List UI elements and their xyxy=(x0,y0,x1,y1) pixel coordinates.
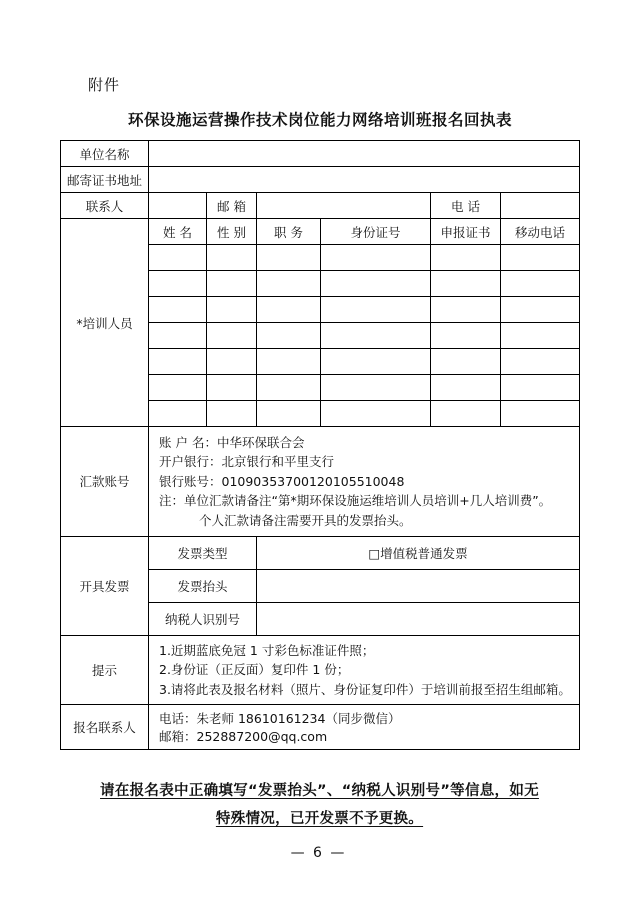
remittance-account-name: 账 户 名：中华环保联合会 xyxy=(159,435,305,450)
trainee-name-cell[interactable] xyxy=(149,375,207,401)
trainee-gender-cell[interactable] xyxy=(207,349,257,375)
remittance-account-number: 银行账号：01090353700120105510048 xyxy=(159,473,405,489)
invoice-type-value[interactable]: □增值税普通发票 xyxy=(257,536,580,569)
trainee-position-cell[interactable] xyxy=(257,323,321,349)
remittance-label: 汇款账号 xyxy=(61,427,149,537)
invoice-section-label: 开具发票 xyxy=(61,536,149,635)
trainee-position-cell[interactable] xyxy=(257,375,321,401)
trainee-name-cell[interactable] xyxy=(149,401,207,427)
table-row-contact xyxy=(61,193,580,219)
invoice-title-value[interactable] xyxy=(257,569,580,602)
trainee-gender-cell[interactable] xyxy=(207,323,257,349)
mail-address-value[interactable] xyxy=(149,167,580,193)
page-title: 环保设施运营操作技术岗位能力网络培训班报名回执表 xyxy=(127,111,512,129)
column-header-mobile: 移动电话 xyxy=(501,219,580,245)
unit-name-value[interactable] xyxy=(149,141,580,167)
column-header-certificate: 申报证书 xyxy=(431,219,501,245)
trainee-certificate-cell[interactable] xyxy=(431,349,501,375)
table-row-remittance xyxy=(61,427,580,537)
trainee-mobile-cell[interactable] xyxy=(501,297,580,323)
footer-note-line1: 请在报名表中正确填写“发票抬头”、“纳税人识别号”等信息，如无 xyxy=(100,783,539,799)
registration-form-table xyxy=(60,140,580,750)
tip-item: 3.请将此表及报名材料（照片、身份证复印件）于培训前报至招生组邮箱。 xyxy=(159,681,571,697)
signup-contact-phone: 电话：朱老师 18610161234（同步微信） xyxy=(159,711,401,726)
email-value[interactable] xyxy=(257,193,431,219)
trainee-mobile-cell[interactable] xyxy=(501,401,580,427)
trainee-position-cell[interactable] xyxy=(257,297,321,323)
footer-note-line2: 特殊情况，已开发票不予更换。 xyxy=(215,810,424,827)
trainee-certificate-cell[interactable] xyxy=(431,297,501,323)
trainee-gender-cell[interactable] xyxy=(207,297,257,323)
trainee-id-cell[interactable] xyxy=(321,323,431,349)
taxpayer-id-label: 纳税人识别号 xyxy=(149,602,257,635)
trainee-id-cell[interactable] xyxy=(321,349,431,375)
phone-label: 电 话 xyxy=(431,193,501,219)
trainee-position-cell[interactable] xyxy=(257,401,321,427)
invoice-type-label: 发票类型 xyxy=(149,536,257,569)
column-header-name: 姓 名 xyxy=(149,219,207,245)
trainee-mobile-cell[interactable] xyxy=(501,349,580,375)
email-label: 邮 箱 xyxy=(207,193,257,219)
taxpayer-id-value[interactable] xyxy=(257,602,580,635)
page-number: — 6 — xyxy=(290,845,347,861)
trainee-name-cell[interactable] xyxy=(149,271,207,297)
trainee-mobile-cell[interactable] xyxy=(501,323,580,349)
trainee-id-cell[interactable] xyxy=(321,271,431,297)
trainee-gender-cell[interactable] xyxy=(207,245,257,271)
signup-contact-label: 报名联系人 xyxy=(61,705,149,750)
trainee-section-label: *培训人员 xyxy=(61,219,149,427)
tips-label: 提示 xyxy=(61,635,149,704)
trainee-name-cell[interactable] xyxy=(149,297,207,323)
signup-contact-content xyxy=(149,705,580,750)
attachment-label: 附件 xyxy=(88,76,121,94)
table-row-trainee-header xyxy=(61,219,580,245)
trainee-certificate-cell[interactable] xyxy=(431,401,501,427)
footer-note xyxy=(60,778,579,833)
table-row-tips xyxy=(61,635,580,704)
column-header-position: 职 务 xyxy=(257,219,321,245)
table-row-unit-name xyxy=(61,141,580,167)
trainee-name-cell[interactable] xyxy=(149,349,207,375)
unit-name-label: 单位名称 xyxy=(61,141,149,167)
trainee-name-cell[interactable] xyxy=(149,245,207,271)
table-row-mail-address xyxy=(61,167,580,193)
remittance-note-line2: 个人汇款请备注需要开具的发票抬头。 xyxy=(199,512,412,528)
trainee-position-cell[interactable] xyxy=(257,245,321,271)
table-row-invoice-type xyxy=(61,536,580,569)
contact-name-value[interactable] xyxy=(149,193,207,219)
tip-item: 1.近期蓝底免冠 1 寸彩色标准证件照； xyxy=(159,642,375,658)
column-header-id-number: 身份证号 xyxy=(321,219,431,245)
phone-value[interactable] xyxy=(501,193,580,219)
signup-contact-email: 邮箱：252887200@qq.com xyxy=(159,729,328,744)
invoice-title-label: 发票抬头 xyxy=(149,569,257,602)
trainee-gender-cell[interactable] xyxy=(207,271,257,297)
trainee-id-cell[interactable] xyxy=(321,297,431,323)
trainee-id-cell[interactable] xyxy=(321,375,431,401)
remittance-bank: 开户银行：北京银行和平里支行 xyxy=(159,454,335,470)
column-header-gender: 性 别 xyxy=(207,219,257,245)
trainee-certificate-cell[interactable] xyxy=(431,271,501,297)
trainee-mobile-cell[interactable] xyxy=(501,245,580,271)
trainee-gender-cell[interactable] xyxy=(207,401,257,427)
trainee-position-cell[interactable] xyxy=(257,349,321,375)
table-row-signup-contact xyxy=(61,705,580,750)
trainee-name-cell[interactable] xyxy=(149,323,207,349)
trainee-certificate-cell[interactable] xyxy=(431,375,501,401)
remittance-details xyxy=(149,427,580,537)
trainee-certificate-cell[interactable] xyxy=(431,245,501,271)
tips-content xyxy=(149,635,580,704)
mail-address-label: 邮寄证书地址 xyxy=(61,167,149,193)
contact-label: 联系人 xyxy=(61,193,149,219)
trainee-mobile-cell[interactable] xyxy=(501,271,580,297)
tip-item: 2.身份证（正反面）复印件 1 份； xyxy=(159,662,350,678)
trainee-certificate-cell[interactable] xyxy=(431,323,501,349)
remittance-note-line1: 注：单位汇款请备注“第*期环保设施运维培训人员培训+几人培训费”。 xyxy=(159,493,552,509)
trainee-gender-cell[interactable] xyxy=(207,375,257,401)
trainee-position-cell[interactable] xyxy=(257,271,321,297)
trainee-id-cell[interactable] xyxy=(321,401,431,427)
trainee-mobile-cell[interactable] xyxy=(501,375,580,401)
trainee-id-cell[interactable] xyxy=(321,245,431,271)
